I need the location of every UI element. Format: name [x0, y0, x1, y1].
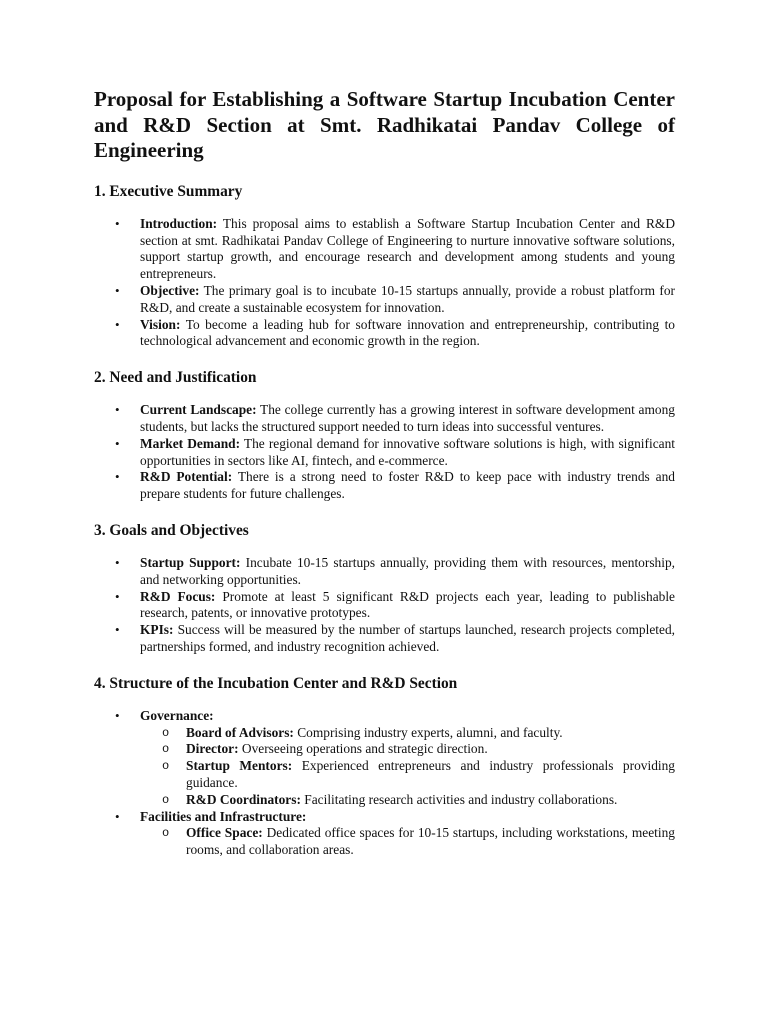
facilities-label: Facilities and Infrastructure:	[140, 808, 307, 824]
item-label: Office Space:	[186, 825, 263, 841]
item-label: KPIs:	[140, 622, 174, 638]
item-text: This proposal aims to establish a Software Startup Incubation Center and R&D section at smt. Radhikatai Pandav College of Engineering to nurture innovative software solutions, support startup growth, and encourage research and development among students and young entrepreneurs.	[140, 215, 675, 282]
item-label: R&D Coordinators:	[186, 791, 301, 807]
item-text: Dedicated office spaces for 10-15 startups, including workstations, meeting rooms, and collaboration areas.	[186, 825, 675, 858]
list-item	[94, 622, 675, 656]
list-item	[94, 809, 675, 859]
item-text: Comprising industry experts, alumni, and faculty.	[293, 724, 563, 740]
sub-list-item	[140, 741, 675, 758]
list-item	[94, 402, 675, 436]
facilities-sublist	[140, 825, 675, 859]
item-label: R&D Potential:	[140, 469, 233, 485]
item-text: Incubate 10-15 startups annually, providing them with resources, mentorship, and networking opportunities.	[140, 554, 675, 587]
governance-sublist	[140, 725, 675, 809]
item-text: The regional demand for innovative software solutions is high, with significant opportunities in sectors like AI, fintech, and e-commerce.	[140, 435, 675, 468]
list-item	[94, 216, 675, 283]
sub-list-item	[140, 825, 675, 859]
item-text: Overseeing operations and strategic direction.	[238, 741, 488, 757]
item-text: Promote at least 5 significant R&D projects each year, leading to publishable research, patents, or innovative prototypes.	[140, 588, 675, 621]
item-text: Success will be measured by the number of startups launched, research projects completed, partnerships formed, and industry recognition achieved.	[140, 622, 675, 654]
list-item	[94, 317, 675, 351]
list-item	[94, 589, 675, 623]
item-text: The primary goal is to incubate 10-15 startups annually, provide a robust platform for R&D, and create a sustainable ecosystem for innovation.	[140, 282, 675, 315]
item-label: Market Demand:	[140, 435, 241, 451]
item-label: Vision:	[140, 316, 181, 332]
item-label: Director:	[186, 741, 239, 757]
need-justification-list	[94, 402, 675, 503]
section-heading-structure: 4. Structure of the Incubation Center and R&D Section	[94, 674, 458, 692]
item-label: R&D Focus:	[140, 588, 216, 604]
list-item	[94, 283, 675, 317]
item-text: To become a leading hub for software innovation and entrepreneurship, contributing to technological advancement and economic growth in the region.	[140, 316, 675, 349]
list-item	[94, 469, 675, 503]
item-text: The college currently has a growing interest in software development among students, but lacks the structured support needed to turn ideas into successful ventures.	[140, 402, 676, 434]
section-heading-executive-summary: 1. Executive Summary	[94, 182, 243, 200]
list-item	[94, 708, 675, 809]
item-text: Experienced entrepreneurs and industry professionals providing guidance.	[186, 758, 676, 790]
document-title: Proposal for Establishing a Software Startup Incubation Center and R&D Section at Smt. Radhikatai Pandav College of Engineering	[94, 87, 675, 163]
sub-list-item	[140, 758, 675, 792]
sub-list-item	[140, 725, 675, 742]
section-heading-goals-and-objectives: 3. Goals and Objectives	[94, 521, 249, 539]
item-label: Objective:	[140, 282, 200, 298]
item-label: Current Landscape:	[140, 402, 257, 418]
item-label: Board of Advisors:	[186, 724, 294, 740]
item-label: Startup Support:	[140, 554, 241, 570]
sub-list-item	[140, 792, 675, 809]
item-label: Startup Mentors:	[186, 758, 293, 774]
document-body	[94, 87, 675, 859]
list-item	[94, 436, 675, 470]
executive-summary-list	[94, 216, 675, 350]
section-heading-need-and-justification: 2. Need and Justification	[94, 369, 257, 387]
list-item	[94, 555, 675, 589]
structure-list	[94, 708, 675, 859]
governance-label: Governance:	[140, 707, 214, 723]
goals-objectives-list	[94, 555, 675, 656]
item-text: Facilitating research activities and industry collaborations.	[300, 791, 618, 807]
item-label: Introduction:	[140, 215, 218, 231]
item-text: There is a strong need to foster R&D to keep pace with industry trends and prepare students for future challenges.	[140, 469, 675, 502]
